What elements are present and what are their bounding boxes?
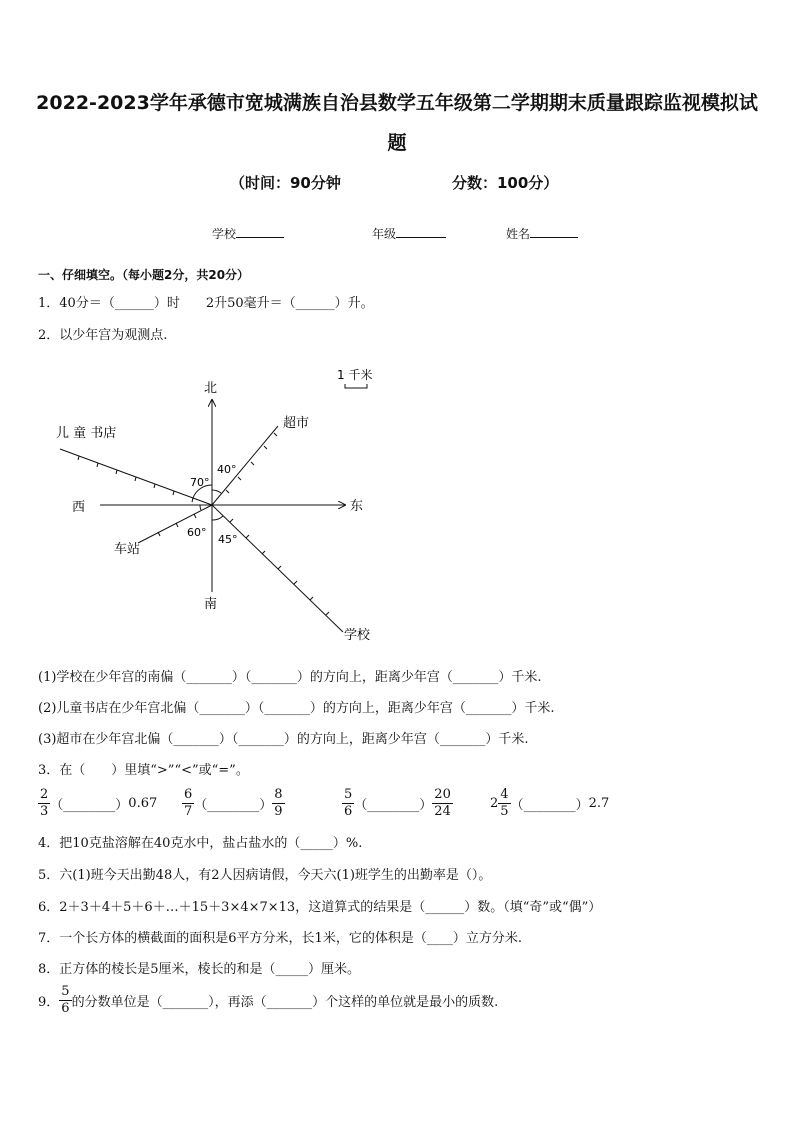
label-supermarket: 超市 xyxy=(283,416,310,431)
numerator: 8 xyxy=(274,786,283,802)
label-angle-45: 45° xyxy=(218,533,238,546)
compare-item-2 xyxy=(182,787,342,820)
arc-45 xyxy=(212,516,223,520)
label-north: 北 xyxy=(204,381,218,396)
numerator: 2 xyxy=(40,786,49,802)
compare-item-3 xyxy=(342,787,490,820)
answer-blank: （________） xyxy=(354,797,433,813)
question-9 xyxy=(38,984,498,1017)
school-label: 学校 xyxy=(212,227,237,241)
name-field xyxy=(506,225,578,242)
question-9-prefix: 9． xyxy=(38,995,60,1010)
numerator: 20 xyxy=(434,786,451,802)
fraction xyxy=(342,787,354,820)
direction-diagram xyxy=(40,360,400,650)
numerator: 4 xyxy=(500,786,509,802)
question-4: 4．把10克盐溶解在40克水中，盐占盐水的（_____）%. xyxy=(38,836,363,851)
label-station: 车站 xyxy=(114,542,141,557)
label-bookstore: 儿 童 书店 xyxy=(56,426,117,441)
mixed-whole: 2 xyxy=(490,795,499,811)
page-title: 2022-2023学年承德市宽城满族自治县数学五年级第二学期期末质量跟踪监视模拟试 xyxy=(36,92,758,114)
fraction xyxy=(498,787,510,820)
exam-time: （时间：90分钟 xyxy=(230,174,341,192)
denominator: 5 xyxy=(500,803,509,819)
label-school: 学校 xyxy=(344,628,371,643)
label-angle-60: 60° xyxy=(187,526,207,539)
question-7: 7．一个长方体的横截面的面积是6平方分米，长1米，它的体积是（____）立方分米. xyxy=(38,931,522,946)
numerator: 5 xyxy=(344,786,353,802)
section-heading: 一、仔细填空。（每小题2分，共20分） xyxy=(38,268,250,282)
numerator: 6 xyxy=(184,786,193,802)
numerator: 5 xyxy=(61,984,70,999)
question-2-1: (1)学校在少年宫的南偏（_______）（_______）的方向上，距离少年宫（_______）千米. xyxy=(38,670,542,685)
question-8: 8．正方体的棱长是5厘米，棱长的和是（_____）厘米。 xyxy=(38,962,361,977)
question-5: 5．六(1)班今天出勤48人，有2人因病请假，今天六(1)班学生的出勤率是（）。 xyxy=(38,868,492,883)
fraction xyxy=(182,787,194,820)
answer-blank: （________） xyxy=(50,797,129,813)
exam-score: 分数：100分） xyxy=(452,174,559,192)
arc-60 xyxy=(200,505,201,510)
compare-row xyxy=(38,783,630,823)
fraction xyxy=(59,984,71,1017)
grade-label: 年级 xyxy=(372,227,397,241)
name-blank xyxy=(530,225,578,238)
ray-school xyxy=(212,505,343,632)
label-east: 东 xyxy=(350,499,364,514)
label-angle-70: 70° xyxy=(190,476,210,489)
question-9-text: 的分数单位是（_______），再添（_______）个这样的单位就是最小的质数. xyxy=(71,995,499,1010)
denominator: 3 xyxy=(40,803,49,819)
fraction xyxy=(272,787,284,820)
denominator: 6 xyxy=(61,1001,70,1016)
compare-right-value: 2.7 xyxy=(588,795,610,811)
page-title-continued: 题 xyxy=(387,132,407,154)
school-field xyxy=(212,225,284,242)
question-1: 1．40分＝（______）时 2升50毫升＝（______）升。 xyxy=(38,296,374,311)
school-blank xyxy=(236,225,284,238)
fraction xyxy=(38,787,50,820)
question-2-2: (2)儿童书店在少年宫北偏（_______）（_______）的方向上，距离少年宫（_______）千米. xyxy=(38,701,555,716)
question-2-3: (3)超市在少年宫北偏（_______）（_______）的方向上，距离少年宫（_______）千米. xyxy=(38,732,529,747)
label-south: 南 xyxy=(204,597,218,612)
label-west: 西 xyxy=(72,500,86,515)
name-label: 姓名 xyxy=(506,227,531,241)
ray-ticks xyxy=(78,433,329,615)
answer-blank: （________） xyxy=(194,797,273,813)
denominator: 7 xyxy=(184,803,193,819)
scale-bar xyxy=(345,384,367,388)
compare-item-4 xyxy=(490,787,630,820)
question-6: 6．2＋3＋4＋5＋6＋…＋15＋3×4×7×13，这道算式的结果是（______）数。（填“奇”或“偶”） xyxy=(38,900,602,915)
arc-40 xyxy=(212,490,221,493)
compare-right-value: 0.67 xyxy=(128,795,158,811)
denominator: 9 xyxy=(274,803,283,819)
denominator: 6 xyxy=(344,803,353,819)
label-scale: 1 千米 xyxy=(337,368,373,382)
label-angle-40: 40° xyxy=(217,463,237,476)
answer-blank: （________） xyxy=(510,797,589,813)
grade-blank xyxy=(396,225,446,238)
compare-item-1 xyxy=(38,787,176,820)
fraction xyxy=(432,787,453,820)
denominator: 24 xyxy=(434,803,451,819)
question-2: 2．以少年宫为观测点. xyxy=(38,328,168,343)
grade-field xyxy=(372,225,446,242)
question-3: 3．在（ ）里填“>”“<”或“=”。 xyxy=(38,763,249,778)
